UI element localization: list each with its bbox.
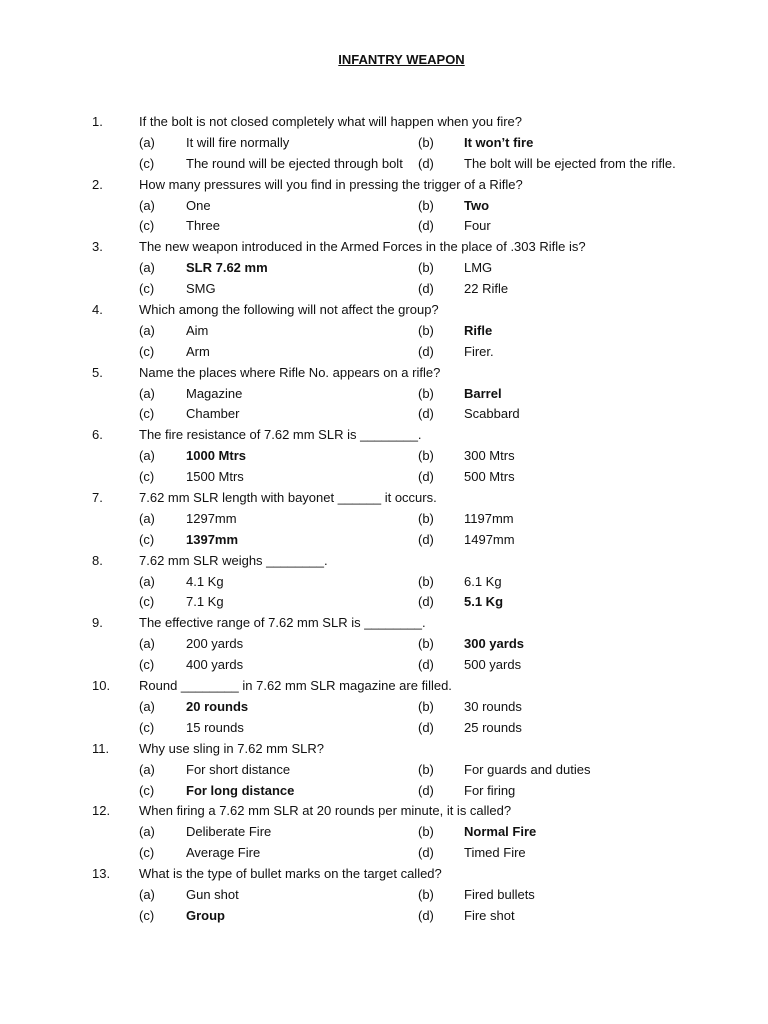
option-letter: (b) — [418, 510, 434, 526]
option-text: Chamber — [186, 406, 240, 422]
option-text: 7.1 Kg — [186, 594, 224, 610]
question-row — [0, 112, 768, 133]
question-number: 3. — [92, 239, 103, 255]
option-letter: (d) — [418, 281, 434, 297]
option-text: Deliberate Fire — [186, 824, 272, 840]
option-letter: (b) — [418, 886, 434, 902]
option-letter: (a) — [139, 322, 155, 338]
option-letter: (a) — [139, 448, 155, 464]
option-letter: (d) — [418, 531, 434, 547]
option-letter: (d) — [418, 218, 434, 234]
option-text: 1197mm — [464, 510, 514, 526]
option-letter: (d) — [418, 782, 434, 798]
option-text: For firing — [464, 782, 516, 798]
option-letter: (a) — [139, 260, 155, 276]
option-letter: (d) — [418, 469, 434, 485]
option-letter: (c) — [139, 218, 155, 234]
option-text: 200 yards — [186, 636, 244, 652]
option-letter: (d) — [418, 845, 434, 861]
option-letter: (c) — [139, 782, 155, 798]
option-text: 500 yards — [464, 657, 522, 673]
option-row — [0, 154, 768, 175]
question-text: When firing a 7.62 mm SLR at 20 rounds per minute, it is called? — [139, 803, 512, 819]
option-letter: (a) — [139, 636, 155, 652]
option-text-correct: Two — [464, 197, 490, 213]
question-row — [0, 175, 768, 196]
option-text: 500 Mtrs — [464, 469, 515, 485]
question-text: The fire resistance of 7.62 mm SLR is ________. — [139, 427, 422, 443]
question-number: 7. — [92, 490, 103, 506]
option-text: 30 rounds — [464, 698, 522, 714]
option-text: Aim — [186, 322, 209, 338]
option-text-correct: 1397mm — [186, 531, 239, 547]
option-row — [0, 781, 768, 802]
option-row — [0, 216, 768, 237]
option-row — [0, 196, 768, 217]
question-row — [0, 864, 768, 885]
option-letter: (b) — [418, 260, 434, 276]
option-text: 1500 Mtrs — [186, 469, 244, 485]
option-letter: (c) — [139, 281, 155, 297]
question-text: 7.62 mm SLR weighs ________. — [139, 552, 328, 568]
option-text-correct: 5.1 Kg — [464, 594, 504, 610]
question-row — [0, 363, 768, 384]
option-letter: (b) — [418, 573, 434, 589]
question-number: 6. — [92, 427, 103, 443]
option-row — [0, 404, 768, 425]
option-row — [0, 572, 768, 593]
option-row — [0, 634, 768, 655]
option-letter: (b) — [418, 636, 434, 652]
question-row — [0, 237, 768, 258]
option-text: Three — [186, 218, 220, 234]
option-row — [0, 822, 768, 843]
option-text: The round will be ejected through bolt — [186, 155, 403, 171]
option-text: 300 Mtrs — [464, 448, 515, 464]
question-text: Which among the following will not affect the group? — [139, 302, 439, 318]
option-letter: (d) — [418, 907, 434, 923]
option-row — [0, 321, 768, 342]
question-text: Round ________ in 7.62 mm SLR magazine are filled. — [139, 678, 452, 694]
question-row — [0, 676, 768, 697]
option-letter: (b) — [418, 197, 434, 213]
option-row — [0, 760, 768, 781]
question-text: The effective range of 7.62 mm SLR is ________. — [139, 615, 426, 631]
question-row — [0, 425, 768, 446]
question-number: 2. — [92, 176, 103, 192]
option-letter: (a) — [139, 573, 155, 589]
option-letter: (d) — [418, 594, 434, 610]
option-letter: (d) — [418, 719, 434, 735]
option-letter: (a) — [139, 197, 155, 213]
question-row — [0, 801, 768, 822]
option-text-correct: Barrel — [464, 385, 502, 401]
option-row — [0, 697, 768, 718]
option-text: 1297mm — [186, 510, 237, 526]
option-text: It will fire normally — [186, 134, 290, 150]
option-row — [0, 446, 768, 467]
question-number: 5. — [92, 364, 103, 380]
option-text: Arm — [186, 343, 210, 359]
option-text: 4.1 Kg — [186, 573, 224, 589]
question-number: 8. — [92, 552, 103, 568]
option-letter: (c) — [139, 594, 155, 610]
question-text: The new weapon introduced in the Armed Forces in the place of .303 Rifle is? — [139, 239, 586, 255]
option-letter: (d) — [418, 343, 434, 359]
option-text: For guards and duties — [464, 761, 591, 777]
option-letter: (b) — [418, 385, 434, 401]
option-text-correct: 300 yards — [464, 636, 524, 652]
option-text: LMG — [464, 260, 493, 276]
question-text: Why use sling in 7.62 mm SLR? — [139, 740, 324, 756]
option-text-correct: Rifle — [464, 322, 493, 338]
option-letter: (c) — [139, 343, 155, 359]
option-row — [0, 279, 768, 300]
option-text-correct: 1000 Mtrs — [186, 448, 246, 464]
option-letter: (a) — [139, 510, 155, 526]
option-row — [0, 906, 768, 927]
question-row — [0, 300, 768, 321]
option-letter: (c) — [139, 406, 155, 422]
option-text: Fired bullets — [464, 886, 535, 902]
question-text: What is the type of bullet marks on the target called? — [139, 866, 442, 882]
option-letter: (c) — [139, 907, 155, 923]
option-letter: (a) — [139, 134, 155, 150]
option-row — [0, 530, 768, 551]
option-row — [0, 655, 768, 676]
option-row — [0, 592, 768, 613]
option-text: SMG — [186, 281, 216, 297]
question-text: 7.62 mm SLR length with bayonet ______ it occurs. — [139, 490, 437, 506]
option-text: For short distance — [186, 761, 291, 777]
option-letter: (b) — [418, 134, 434, 150]
option-letter: (a) — [139, 886, 155, 902]
option-letter: (c) — [139, 155, 155, 171]
option-text: 22 Rifle — [464, 281, 509, 297]
option-text: Gun shot — [186, 886, 239, 902]
option-letter: (b) — [418, 698, 434, 714]
option-row — [0, 384, 768, 405]
question-number: 13. — [92, 866, 111, 882]
question-number: 12. — [92, 803, 111, 819]
option-letter: (a) — [139, 824, 155, 840]
option-text: 400 yards — [186, 657, 244, 673]
option-text-correct: For long distance — [186, 782, 295, 798]
option-text: 15 rounds — [186, 719, 244, 735]
question-row — [0, 613, 768, 634]
option-text-correct: 20 rounds — [186, 698, 249, 714]
option-letter: (d) — [418, 155, 434, 171]
question-text: If the bolt is not closed completely what will happen when you fire? — [139, 114, 522, 129]
question-number: 11. — [92, 740, 110, 756]
option-letter: (d) — [418, 657, 434, 673]
option-text: Magazine — [186, 385, 243, 401]
option-text-correct: SLR 7.62 mm — [186, 260, 268, 276]
option-letter: (b) — [418, 322, 434, 338]
option-text: Timed Fire — [464, 845, 526, 861]
option-row — [0, 258, 768, 279]
option-letter: (c) — [139, 531, 155, 547]
option-letter: (b) — [418, 761, 434, 777]
option-row — [0, 885, 768, 906]
option-text: Scabbard — [464, 406, 520, 422]
option-letter: (a) — [139, 761, 155, 777]
question-number: 1. — [92, 114, 103, 129]
option-row — [0, 133, 768, 154]
option-letter: (a) — [139, 385, 155, 401]
option-text: Fire shot — [464, 907, 515, 923]
option-text-correct: Normal Fire — [464, 824, 537, 840]
option-letter: (c) — [139, 657, 155, 673]
question-row — [0, 488, 768, 509]
option-letter: (c) — [139, 469, 155, 485]
option-row — [0, 509, 768, 530]
question-number: 9. — [92, 615, 103, 631]
page-title: INFANTRY WEAPON — [338, 52, 465, 67]
question-number: 4. — [92, 302, 103, 318]
option-row — [0, 342, 768, 363]
option-text: One — [186, 197, 211, 213]
option-letter: (a) — [139, 698, 155, 714]
option-text: Average Fire — [186, 845, 261, 861]
question-text: How many pressures will you find in pressing the trigger of a Rifle? — [139, 176, 523, 192]
option-text: 6.1 Kg — [464, 573, 502, 589]
option-text: The bolt will be ejected from the rifle. — [464, 155, 676, 171]
option-text: Firer. — [464, 343, 494, 359]
option-row — [0, 718, 768, 739]
question-number: 10. — [92, 678, 111, 694]
question-row — [0, 551, 768, 572]
option-row — [0, 843, 768, 864]
question-list — [0, 112, 768, 927]
option-letter: (d) — [418, 406, 434, 422]
option-text: 1497mm — [464, 531, 515, 547]
option-text-correct: Group — [186, 907, 225, 923]
question-text: Name the places where Rifle No. appears on a rifle? — [139, 364, 441, 380]
option-letter: (b) — [418, 824, 434, 840]
option-row — [0, 467, 768, 488]
option-text: Four — [464, 218, 491, 234]
question-row — [0, 739, 768, 760]
option-text: 25 rounds — [464, 719, 522, 735]
option-letter: (c) — [139, 845, 155, 861]
option-letter: (c) — [139, 719, 155, 735]
option-letter: (b) — [418, 448, 434, 464]
option-text-correct: It won’t fire — [464, 134, 534, 150]
